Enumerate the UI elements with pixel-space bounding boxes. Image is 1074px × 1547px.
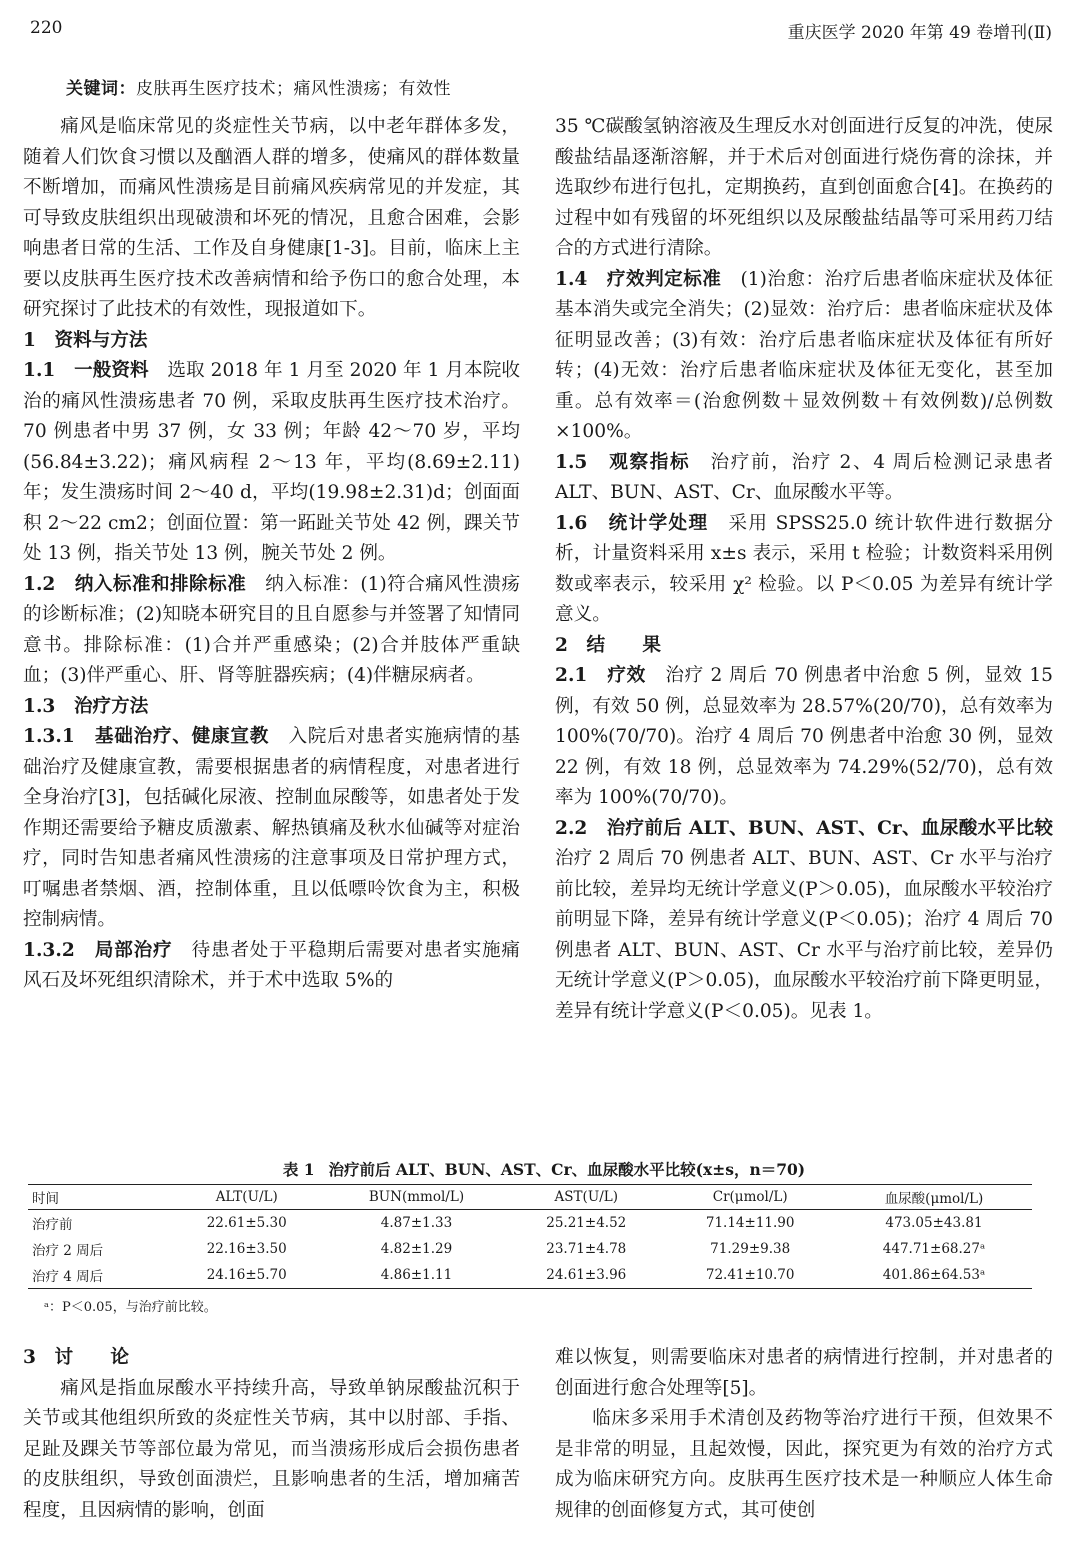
table-cell: 71.14±11.90: [705, 1215, 795, 1231]
table-cell: 72.41±10.70: [664, 1262, 836, 1289]
section-2-2: [555, 814, 1053, 1028]
section-3-heading: 3 讨 论: [23, 1347, 129, 1368]
section-2-1-text: 治疗 2 周后 70 例患者中治愈 5 例，显效 15 例，有效 50 例，总显效率为 28.57%(20/70)，总有效率为 100%(70/70)。治疗 4 周后 70 例患者中治愈 30 例，显效 22 例，有效 18 例，总显效率为 74.29%(52/70)，总有效率为 100%(70/70)。: [555, 665, 1053, 808]
section-3-paragraph: 痛风是指血尿酸水平持续升高，导致单钠尿酸盐沉积于关节或其他组织所致的炎症性关节病，其中以肘部、手指、足趾及踝关节等部位最为常见，而当溃疡形成后会损伤患者的皮肤组织，导致创面溃烂，且影响患者的生活，增加痛苦程度，且因病情的影响，创面: [23, 1377, 520, 1521]
table-cell: 治疗 2 周后: [32, 1243, 104, 1259]
table-header-cell: BUN(mmol/L): [325, 1185, 508, 1210]
table-cell: 4.87±1.33: [380, 1215, 453, 1231]
section-1-3-1: [23, 722, 520, 936]
table-header-row: [28, 1185, 1032, 1210]
table-cell: 473.05±43.81: [885, 1215, 983, 1231]
keywords-line: [66, 74, 451, 99]
table-1-caption: [0, 1158, 1074, 1180]
table-cell: 治疗前: [32, 1217, 73, 1233]
table-1-note: ᵃ：P＜0.05，与治疗前比较。: [44, 1300, 217, 1315]
table-row: [28, 1262, 1032, 1289]
section-1-4-heading: 1.4 疗效判定标准: [555, 268, 722, 290]
table-cell: 447.71±68.27ᵃ: [882, 1241, 986, 1257]
table-1: [28, 1184, 1032, 1289]
section-2-2-heading: 2.2 治疗前后 ALT、BUN、AST、Cr、血尿酸水平比较: [555, 817, 1053, 839]
section-2-1-heading: 2.1 疗效: [555, 665, 646, 686]
section-1-6-heading: 1.6 统计学处理: [555, 512, 709, 534]
section-1-3-2-heading: 1.3.2 局部治疗: [23, 939, 173, 961]
section-1-3-2: [23, 936, 520, 997]
section-3-right: [555, 1343, 1053, 1526]
table-cell: 22.16±3.50: [206, 1241, 287, 1257]
section-1-1-heading: 1.1 一般资料: [23, 360, 149, 381]
table-header-cell: AST(U/L): [508, 1185, 664, 1210]
table-header-cell: ALT(U/L): [169, 1185, 325, 1210]
table-cell: 22.61±5.30: [206, 1215, 287, 1231]
section-2-heading: 2 结 果: [555, 634, 661, 656]
table-header-cell: Cr(μmol/L): [664, 1185, 836, 1210]
journal-header: 重庆医学 2020 年第 49 卷增刊(Ⅱ): [787, 23, 1052, 43]
page-number: 220: [30, 18, 63, 38]
table-row: [28, 1236, 1032, 1262]
section-3-continued: 难以恢复，则需要临床对患者的病情进行控制，并对患者的创面进行愈合处理等[5]。: [555, 1347, 1053, 1399]
continued-paragraph: 35 ℃碳酸氢钠溶液及生理反水对创面进行反复的冲洗，使尿酸盐结晶逐渐溶解，并于术后对创面进行烧伤膏的涂抹，并选取纱布进行包扎，定期换药，直到创面愈合[4]。在换药的过程中如有残留的坏死组织以及尿酸盐结晶等可采用药刀结合的方式进行清除。: [555, 116, 1053, 259]
table-cell: 25.21±4.52: [546, 1215, 627, 1231]
table-1-title: 治疗前后 ALT、BUN、AST、Cr、血尿酸水平比较(x±s，n＝70): [328, 1160, 806, 1179]
section-1-1-text: 选取 2018 年 1 月至 2020 年 1 月本院收治的痛风性溃疡患者 70 例，采取皮肤再生医疗技术治疗。70 例患者中男 37 例，女 33 例；年龄 42～70 岁，平均(56.84±3.22)；痛风病程 2～13 年，平均(8.69±2.11)年；发生溃疡时间 2～40 d，平均(19.98±2.31)d；创面面积 2～22 cm2；创面位置：第一跖趾关节处 42 例，踝关节处 13 例，指关节处 13 例，腕关节处 2 例。: [23, 360, 520, 564]
table-1-label: 表 1: [282, 1160, 315, 1179]
right-column: [555, 112, 1053, 1027]
section-1-6: [555, 509, 1053, 631]
section-1-5-text: 治疗前，治疗 2、4 周后检测记录患者 ALT、BUN、AST、Cr、血尿酸水平等。: [555, 451, 1053, 503]
section-1-4: [555, 265, 1053, 448]
table-cell: 401.86±64.53ᵃ: [836, 1262, 1032, 1289]
table-cell: 4.82±1.29: [380, 1241, 453, 1257]
section-1-3-1-heading: 1.3.1 基础治疗、健康宣教: [23, 726, 270, 747]
section-1-1: [23, 356, 520, 570]
section-1-5: [555, 448, 1053, 509]
section-3-left: [23, 1343, 520, 1526]
section-1-5-heading: 1.5 观察指标: [555, 451, 691, 473]
table-header-cell: 时间: [28, 1185, 169, 1210]
intro-paragraph: 痛风是临床常见的炎症性关节病，以中老年群体多发，随着人们饮食习惯以及酗酒人群的增多，使痛风的群体数量不断增加，而痛风性溃疡是目前痛风疾病常见的并发症，其可导致皮肤组织出现破溃和坏死的情况，且愈合困难，会影响患者日常的生活、工作及自身健康[1-3]。目前，临床上主要以皮肤再生医疗技术改善病情和给予伤口的愈合处理，本研究探讨了此技术的有效性，现报道如下。: [23, 116, 520, 320]
section-1-3-2-text: 待患者处于平稳期后需要对患者实施痛风石及坏死组织清除术，并于术中选取 5%的: [23, 939, 520, 991]
section-1-2: [23, 570, 520, 692]
table-row: [28, 1210, 1032, 1237]
section-1-2-heading: 1.2 纳入标准和排除标准: [23, 573, 247, 595]
section-1-3-heading: 1.3 治疗方法: [23, 695, 149, 717]
table-cell: 23.71±4.78: [546, 1241, 627, 1257]
section-1-6-text: 采用 SPSS25.0 统计软件进行数据分析，计量资料采用 x±s 表示，采用 t 检验；计数资料采用例数或率表示，较采用 χ² 检验。以 P＜0.05 为差异有统计学意义。: [555, 512, 1053, 625]
section-3-paragraph-2: 临床多采用手术清创及药物等治疗进行干预，但效果不是非常的明显，且起效慢，因此，探究更为有效的治疗方式成为临床研究方向。皮肤再生医疗技术是一种顺应人体生命规律的创面修复方式，其可使创: [555, 1408, 1053, 1521]
table-cell: 24.16±5.70: [169, 1262, 325, 1289]
section-1-2-text: 纳入标准：(1)符合痛风性溃疡的诊断标准；(2)知晓本研究目的且自愿参与并签署了知情同意书。排除标准：(1)合并严重感染；(2)合并肢体严重缺血；(3)伴严重心、肝、肾等脏器疾病；(4)伴糖尿病者。: [23, 573, 520, 686]
section-1-heading: 1 资料与方法: [23, 329, 148, 351]
section-1-4-text: (1)治愈：治疗后患者临床症状及体征基本消失或完全消失；(2)显效：治疗后：患者临床症状及体征明显改善；(3)有效：治疗后患者临床症状及体征有所好转；(4)无效：治疗后患者临床症状及体征无变化，甚至加重。总有效率＝(治愈例数＋显效例数＋有效例数)/总例数×100%。: [555, 268, 1053, 442]
keywords-label: 关键词：: [66, 79, 136, 99]
section-2-1: [555, 661, 1053, 814]
section-1-3-1-text: 入院后对患者实施病情的基础治疗及健康宣教，需要根据患者的病情程度，对患者进行全身治疗[3]，包括碱化尿液、控制血尿酸等，如患者处于发作期还需要给予糖皮质激素、解热镇痛及秋水仙碱等对症治疗，同时告知患者痛风性溃疡的注意事项及日常护理方式，叮嘱患者禁烟、酒，控制体重，且以低嘌呤饮食为主，积极控制病情。: [23, 726, 520, 930]
table-cell: 4.86±1.11: [325, 1262, 508, 1289]
table-cell: 24.61±3.96: [508, 1262, 664, 1289]
table-cell: 治疗 4 周后: [28, 1262, 169, 1289]
table-cell: 71.29±9.38: [710, 1241, 791, 1257]
left-column: [23, 112, 520, 997]
table-header-cell: 血尿酸(μmol/L): [836, 1185, 1032, 1210]
keywords-text: 皮肤再生医疗技术；痛风性溃疡；有效性: [136, 79, 451, 99]
section-1-3: [23, 692, 520, 723]
section-2-2-text: 治疗 2 周后 70 例患者 ALT、BUN、AST、Cr 水平与治疗前比较，差异均无统计学意义(P＞0.05)，血尿酸水平较治疗前明显下降，差异有统计学意义(P＜0.05)；治疗 4 周后 70 例患者 ALT、BUN、AST、Cr 水平与治疗前比较，差异仍无统计学意义(P＞0.05)，血尿酸水平较治疗前下降更明显，差异有统计学意义(P＜0.05)。见表 1。: [555, 848, 1053, 1022]
